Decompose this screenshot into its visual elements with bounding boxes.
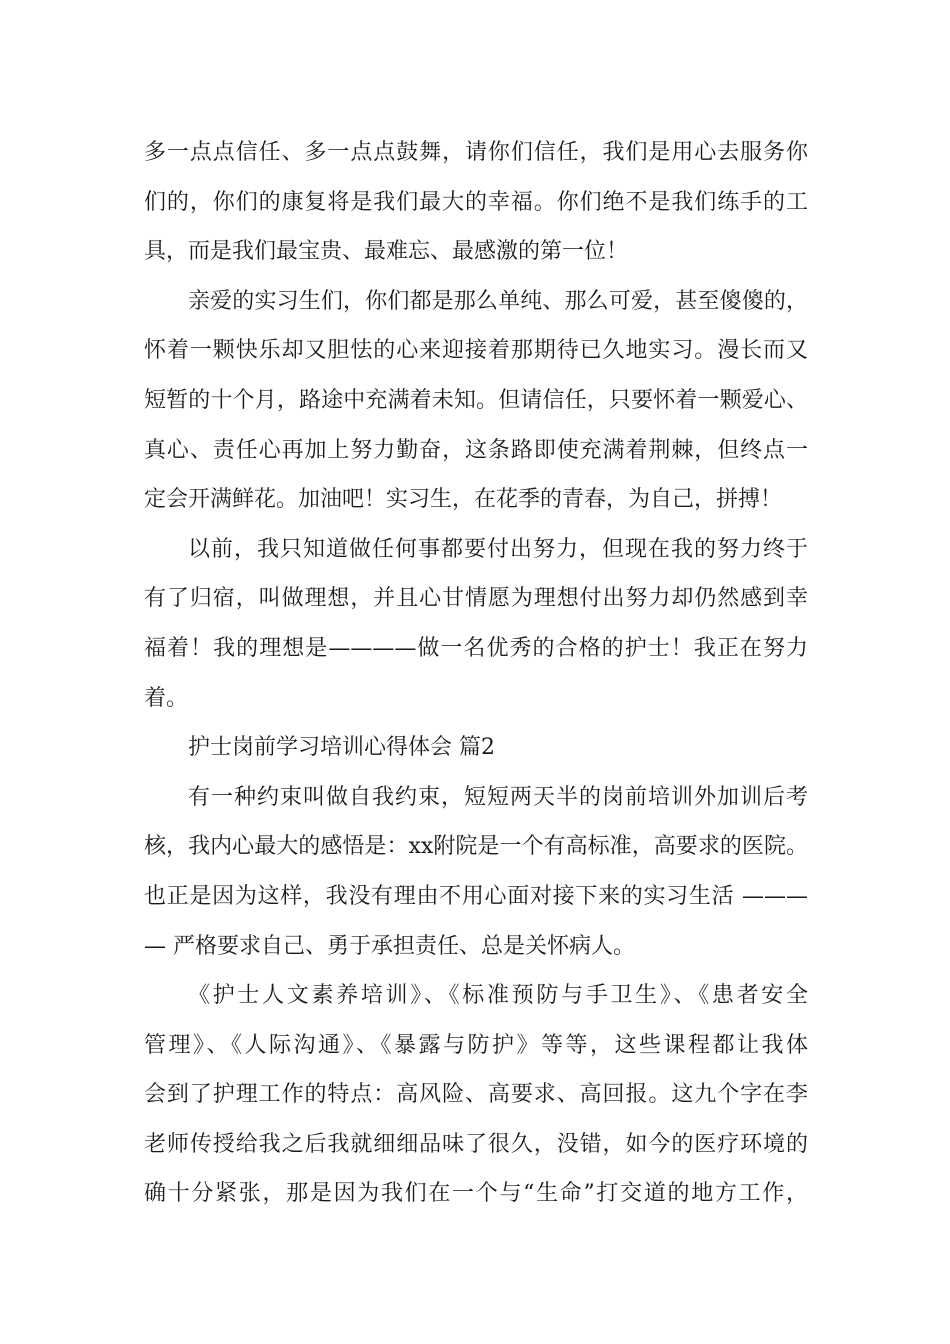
text-line: 有一种约束叫做自我约束，短短两天半的岗前培训外加训后考	[188, 784, 808, 810]
paragraph-6	[144, 971, 808, 1219]
paragraph-3	[144, 525, 808, 723]
text-line: 《护士人文素养培训》、《标准预防与手卫生》、《患者安全	[188, 983, 808, 1009]
text-line: 老师传授给我之后我就细细品味了很久，没错，如今的医疗环境的	[144, 1131, 808, 1157]
section-heading	[144, 723, 808, 773]
text-line: — 严格要求自己、勇于承担责任、总是关怀病人。	[144, 933, 635, 959]
text-line: 以前，我只知道做任何事都要付出努力，但现在我的努力终于	[188, 536, 808, 562]
text-line: 定会开满鲜花。加油吧！实习生，在花季的青春，为自己，拼搏！	[144, 487, 783, 513]
text-line: 真心、责任心再加上努力勤奋，这条路即使充满着荆棘，但终点一	[144, 437, 808, 463]
text-line: 亲爱的实习生们，你们都是那么单纯、那么可爱，甚至傻傻的，	[188, 288, 808, 314]
text-line: 怀着一颗快乐却又胆怯的心来迎接着那期待已久地实习。漫长而又	[144, 338, 808, 364]
text-line: 们的，你们的康复将是我们最大的幸福。你们绝不是我们练手的工	[144, 189, 808, 215]
text-line: 具，而是我们最宝贵、最难忘、最感激的第一位！	[144, 239, 629, 265]
paragraph-5	[144, 773, 808, 971]
paragraph-2	[144, 277, 808, 525]
text-line: 短暂的十个月，路途中充满着未知。但请信任，只要怀着一颗爱心、	[144, 387, 808, 413]
text-line: 会到了护理工作的特点：高风险、高要求、高回报。这九个字在李	[144, 1082, 808, 1108]
text-line: 多一点点信任、多一点点鼓舞，请你们信任，我们是用心去服务你	[144, 140, 808, 165]
text-line: 有了归宿，叫做理想，并且心甘情愿为理想付出努力却仍然感到幸	[144, 586, 808, 612]
document-body	[144, 128, 808, 1219]
text-line: 管理》、《人际沟通》、《暴露与防护》等等，这些课程都让我体	[144, 1032, 808, 1058]
text-line: 核，我内心最大的感悟是：xx附院是一个有高标准，高要求的医院。	[144, 834, 808, 860]
text-line: 确十分紧张，那是因为我们在一个与“生命”打交道的地方工作，	[144, 1181, 808, 1207]
text-line: 着。	[144, 685, 189, 711]
text-line: 福着！我的理想是————做一名优秀的合格的护士！我正在努力	[144, 635, 808, 661]
text-line: 也正是因为这样，我没有理由不用心面对接下来的实习生活 ———	[144, 883, 808, 909]
section-title: 护士岗前学习培训心得体会 篇2	[188, 735, 495, 761]
paragraph-1	[144, 128, 808, 277]
